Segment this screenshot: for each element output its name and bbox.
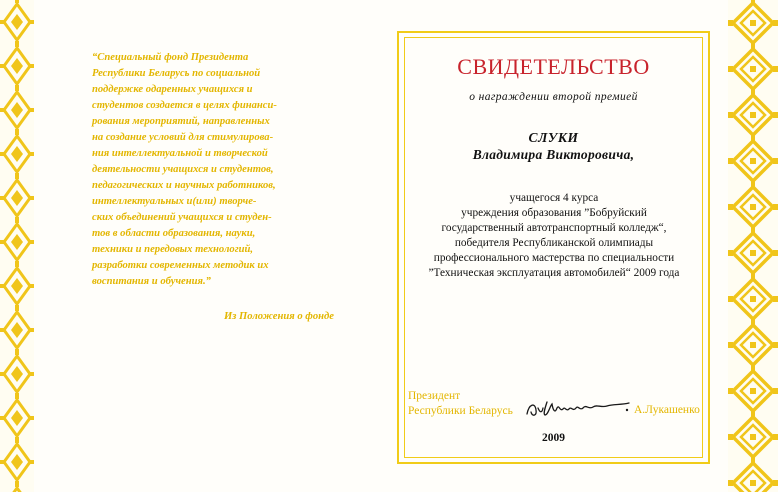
quote-line: воспитания и обучения.” xyxy=(92,276,211,287)
quote-line: студентов создается в целях финанси- xyxy=(92,100,277,111)
president-title-line: Президент xyxy=(408,390,461,402)
quote-line: интеллектуальных и(или) творче- xyxy=(92,196,257,207)
quote-line: на создание условий для стимулирова- xyxy=(92,132,274,143)
certificate-title: СВИДЕТЕЛЬСТВО xyxy=(457,54,650,79)
description-line: учреждения образования ”Бобруйский xyxy=(461,207,647,219)
quote-line: “Специальный фонд Президента xyxy=(92,52,249,63)
quote-line: ских объединений учащихся и студен- xyxy=(92,212,272,223)
award-description xyxy=(412,191,696,281)
description-line: ”Техническая эксплуатация автомобилей“ 2009 года xyxy=(428,267,680,279)
quote-line: рования мероприятий, направленных xyxy=(92,116,270,127)
quote-line: педагогических и научных работников, xyxy=(92,180,276,191)
left-ornament-border xyxy=(0,0,34,492)
quote-line: техники и передовых технологий, xyxy=(92,244,254,255)
right-ornament-border xyxy=(728,0,778,492)
certificate-subtitle: о награждении второй премией xyxy=(469,91,638,103)
description-line: профессионального мастерства по специальности xyxy=(433,252,675,264)
fund-regulation-quote xyxy=(92,50,334,290)
certificate-year: 2009 xyxy=(542,432,565,444)
quote-line: тов в области образования, науки, xyxy=(92,228,256,239)
description-line: победителя Республиканской олимпиады xyxy=(454,237,654,249)
quote-line: деятельности учащихся и студентов, xyxy=(92,164,274,175)
signatory-name: А.Лукашенко xyxy=(634,404,700,416)
quote-line: поддержке одаренных учащихся и xyxy=(92,84,253,95)
recipient-surname: СЛУКИ xyxy=(528,130,579,145)
president-title xyxy=(408,389,513,419)
description-line: государственный автотранспортный колледж“, xyxy=(441,222,667,234)
quote-source: Из Положения о фонде xyxy=(224,311,334,322)
quote-line: разработки современных методик их xyxy=(92,260,269,271)
quote-line: ния интеллектуальной и творческой xyxy=(92,148,268,159)
quote-line: Республики Беларусь по социальной xyxy=(92,68,261,79)
handwritten-signature xyxy=(523,394,635,420)
president-title-line: Республики Беларусь xyxy=(408,405,513,417)
recipient-name: Владимира Викторовича, xyxy=(472,147,635,162)
description-line: учащегося 4 курса xyxy=(509,192,599,204)
